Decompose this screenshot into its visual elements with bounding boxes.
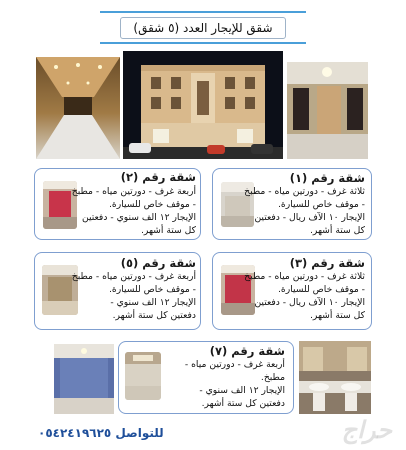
card-heading: شقة رقم (٢) bbox=[120, 170, 196, 184]
room-ceiling-photo bbox=[54, 344, 114, 414]
desc-line: - موقف خاص للسيارة. bbox=[108, 199, 196, 210]
bathroom-photo bbox=[299, 341, 371, 414]
title-underline-rule bbox=[100, 42, 306, 44]
contact-phone: للتواصل ٠٥٤٢٤١٩٦٢٥ bbox=[38, 426, 164, 440]
desc-line: الإيجار ١٢ الف سنوي - bbox=[199, 385, 285, 396]
lobby-photo bbox=[287, 62, 368, 159]
card-heading: شقة رقم (١) bbox=[289, 171, 365, 185]
card-description bbox=[244, 185, 365, 237]
page-title: شقق للإيجار العدد (٥ شقق) bbox=[120, 17, 286, 39]
site-watermark: حراج bbox=[341, 416, 392, 444]
card-heading: شقة رقم (٣) bbox=[289, 256, 365, 270]
apartment-thumbnail bbox=[125, 352, 161, 400]
card-description bbox=[72, 270, 196, 322]
desc-line: الإيجار ١٢ الف سنوي - bbox=[110, 297, 196, 308]
desc-line: ثلاثة غرف - دورتين مياه - مطبخ bbox=[244, 186, 365, 197]
desc-line: كل ستة أشهر. bbox=[140, 225, 196, 236]
corridor-photo bbox=[36, 57, 120, 159]
apartment-card-5 bbox=[34, 252, 201, 330]
desc-line: الإيجار ١٠ الآف ريال - دفعتين bbox=[254, 212, 365, 223]
desc-line: الإيجار ١٠ الآف ريال - دفعتين bbox=[254, 297, 365, 308]
card-heading: شقة رقم (٥) bbox=[120, 256, 196, 270]
desc-line: مطبخ. bbox=[260, 372, 285, 383]
desc-line: - موقف خاص للسيارة. bbox=[277, 284, 365, 295]
card-heading: شقة رقم (٧) bbox=[209, 344, 285, 358]
apartment-card-7 bbox=[118, 341, 294, 414]
top-rule bbox=[100, 11, 306, 13]
desc-line: أربعة غرف - دورتين مياه - bbox=[184, 359, 285, 370]
apartment-card-2 bbox=[34, 168, 201, 240]
desc-line: دفعتين كل ستة أشهر. bbox=[201, 398, 285, 409]
desc-line: - موقف خاص للسيارة. bbox=[108, 284, 196, 295]
desc-line: ثلاثة غرف - دورتين مياه - مطبخ bbox=[244, 271, 365, 282]
desc-line: كل ستة أشهر. bbox=[309, 225, 365, 236]
desc-line: كل ستة أشهر. bbox=[309, 310, 365, 321]
desc-line: دفعتين كل ستة أشهر. bbox=[112, 310, 196, 321]
desc-line: أربعة غرف - دورتين مياه - مطبخ bbox=[71, 271, 196, 282]
apartment-card-1 bbox=[212, 168, 372, 240]
desc-line: - موقف خاص للسيارة. bbox=[277, 199, 365, 210]
desc-line: الإيجار ١٢ الف سنوي - دفعتين bbox=[81, 212, 196, 223]
building-exterior-photo bbox=[123, 51, 283, 159]
card-description bbox=[72, 185, 196, 237]
card-description bbox=[244, 270, 365, 322]
desc-line: أربعة غرف - دورتين مياه - مطبخ bbox=[71, 186, 196, 197]
apartment-card-3 bbox=[212, 252, 372, 330]
card-description bbox=[185, 358, 285, 410]
